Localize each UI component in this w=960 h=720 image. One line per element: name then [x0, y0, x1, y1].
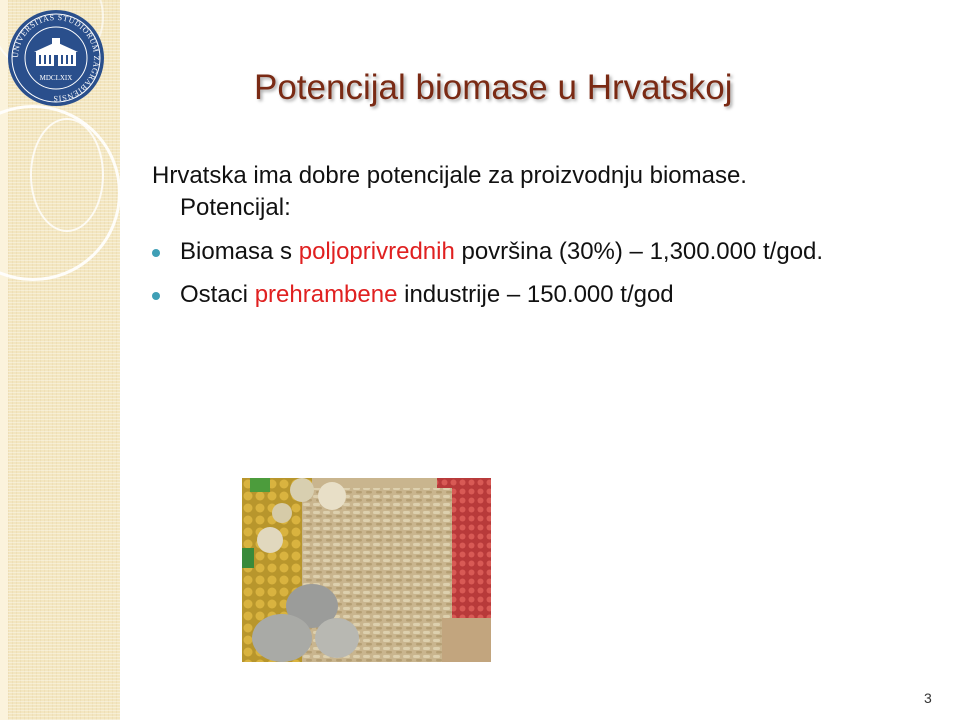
bullet-dot-icon	[152, 249, 160, 257]
bullet-text: površina (30%) – 1,300.000 t/god.	[454, 238, 824, 265]
bullet-highlight: prehrambene	[254, 281, 398, 308]
seal-year: MDCLXIX	[39, 74, 73, 82]
sidebar-decoration	[0, 0, 120, 720]
bullet-text: Ostaci	[180, 281, 255, 308]
intro-paragraph: Hrvatska ima dobre potencijale za proizvodnju biomase. Potencijal:	[152, 162, 747, 221]
bullet-text: industrije – 150.000 t/god	[397, 281, 674, 308]
biomass-pellets-photo	[242, 478, 491, 662]
slide-title: Potencijal biomase u Hrvatskoj	[254, 68, 733, 107]
seal-text: UNIVERSITAS STUDIORUM ZAGRABIENSIS	[10, 12, 102, 104]
bullet-highlight: poljoprivrednih	[298, 238, 455, 265]
bullet-item	[152, 279, 852, 311]
bullet-item	[152, 236, 852, 268]
bullet-dot-icon	[152, 292, 160, 300]
university-seal-logo	[6, 8, 106, 108]
decorative-ring	[30, 118, 104, 232]
slide-body	[152, 160, 852, 322]
page-number: 3	[924, 690, 932, 706]
bullet-text: Biomasa s	[180, 238, 299, 265]
bullet-list	[152, 236, 852, 311]
